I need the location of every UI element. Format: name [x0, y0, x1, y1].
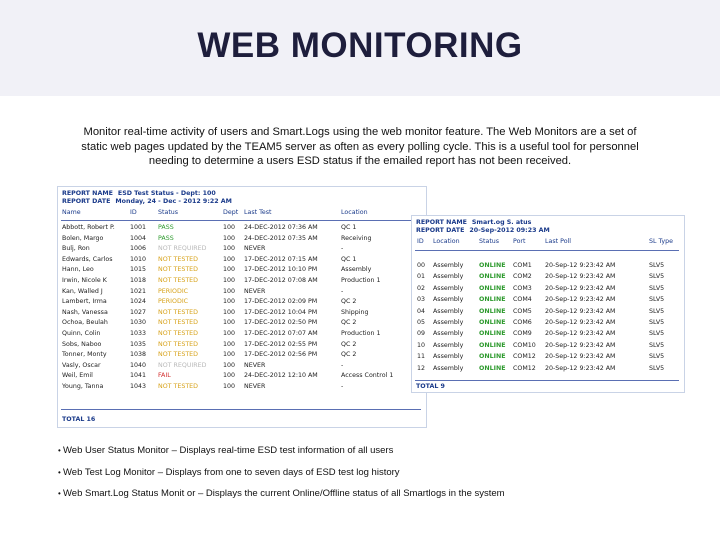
cell-status: PERIODIC: [158, 298, 189, 306]
cell-last-test: NEVER: [244, 245, 266, 253]
table-row: [58, 309, 426, 320]
cell-last-poll: 20-Sep-12 9:23:42 AM: [545, 319, 616, 326]
cell-status: ONLINE: [479, 364, 506, 372]
cell-id: 1024: [130, 298, 147, 306]
page-title: WEB MONITORING: [197, 26, 523, 65]
cell-dept: 100: [223, 245, 236, 253]
cell-location: Production 1: [341, 330, 381, 337]
report-date-value: 20-Sep-2012 09:23 AM: [469, 227, 550, 234]
cell-status: PASS: [158, 234, 174, 242]
bullet-item: [58, 488, 505, 499]
cell-location: Assembly: [433, 307, 464, 315]
table-row: [58, 266, 426, 277]
cell-location: Assembly: [433, 262, 464, 269]
cell-status: NOT TESTED: [158, 277, 199, 284]
cell-name: Hann, Leo: [62, 266, 94, 274]
report-name-label: REPORT NAME: [62, 190, 113, 197]
cell-location: Assembly: [433, 273, 464, 281]
cell-port: COM3: [513, 284, 532, 292]
cell-name: Abbott, Robert P.: [62, 224, 115, 231]
cell-last-poll: 20-Sep-12 9:23:42 AM: [545, 273, 616, 281]
cell-port: COM1: [513, 262, 532, 269]
report-name-value: Smart.og S. atus: [471, 219, 532, 226]
cell-location: -: [341, 383, 344, 390]
cell-status: NOT TESTED: [158, 308, 199, 316]
table-row: [58, 362, 426, 373]
cell-status: ONLINE: [479, 353, 506, 361]
cell-id: 1040: [130, 361, 147, 369]
cell-name: Bolen, Margo: [62, 234, 104, 242]
cell-status: NOT TESTED: [158, 255, 199, 263]
cell-last-poll: 20-Sep-12 9:23:42 AM: [545, 307, 616, 315]
cell-last-test: NEVER: [244, 361, 266, 369]
cell-dept: 100: [223, 277, 236, 284]
cell-status: NOT TESTED: [158, 383, 199, 390]
footer-rule: [415, 380, 679, 381]
cell-id: 02: [417, 284, 426, 292]
column-header: Port: [513, 238, 526, 245]
cell-sl-type: SLV5: [649, 319, 665, 326]
bullet-item: [58, 467, 400, 478]
cell-location: QC 1: [341, 224, 357, 231]
cell-id: 1010: [130, 255, 147, 263]
cell-status: NOT TESTED: [158, 266, 199, 274]
cell-status: NOT REQUIRED: [158, 361, 207, 369]
cell-name: Quinn, Colin: [62, 330, 101, 337]
cell-location: -: [341, 361, 344, 369]
table-row: [58, 383, 426, 394]
cell-dept: 100: [223, 308, 236, 316]
cell-id: 1004: [130, 234, 147, 242]
cell-last-test: 17-DEC-2012 10:04 PM: [244, 308, 318, 316]
cell-location: Assembly: [433, 353, 464, 361]
cell-status: ONLINE: [479, 296, 506, 304]
cell-dept: 100: [223, 255, 236, 263]
header-rule: [61, 220, 421, 221]
cell-location: QC 2: [341, 351, 357, 359]
table-row: [412, 353, 684, 364]
cell-last-test: 24-DEC-2012 12:10 AM: [244, 372, 318, 380]
cell-dept: 100: [223, 319, 236, 327]
cell-port: COM5: [513, 307, 532, 315]
cell-location: Assembly: [433, 341, 464, 349]
intro-paragraph: Monitor real-time activity of users and Smart.Logs using the web monitor feature. The Web Monitors are a set of static web pages updated by the TEAM5 server as often as every polling cycle. This is a useful tool for personnel needing to determine a users ESD status if the emailed report has not been received.: [81, 126, 639, 167]
report-name-value: ESD Test Status - Dept: 100: [117, 190, 216, 197]
cell-id: 03: [417, 296, 426, 304]
cell-last-test: 17-DEC-2012 07:08 AM: [244, 277, 318, 284]
column-header: Dept: [223, 209, 239, 216]
cell-id: 12: [417, 364, 426, 372]
table-row: [58, 277, 426, 288]
cell-name: Nash, Vanessa: [62, 308, 108, 316]
cell-id: 1043: [130, 383, 147, 390]
table-row: [58, 319, 426, 330]
cell-dept: 100: [223, 383, 236, 390]
cell-status: ONLINE: [479, 307, 506, 315]
cell-status: NOT TESTED: [158, 351, 199, 359]
cell-status: NOT TESTED: [158, 340, 199, 348]
cell-last-poll: 20-Sep-12 9:23:42 AM: [545, 330, 616, 338]
cell-name: Young, Tanna: [62, 383, 104, 390]
cell-name: Kan, Walled J: [62, 287, 103, 295]
cell-name: Lambert, Irma: [62, 298, 107, 306]
cell-id: 01: [417, 273, 426, 281]
report-name-row: [62, 190, 216, 197]
table-row: [412, 330, 684, 341]
cell-last-poll: 20-Sep-12 9:23:42 AM: [545, 353, 616, 361]
cell-port: COM12: [513, 353, 536, 361]
cell-id: 1041: [130, 372, 147, 380]
cell-status: FAIL: [158, 372, 171, 380]
table-row: [58, 245, 426, 256]
column-header: Name: [62, 209, 81, 216]
cell-id: 1015: [130, 266, 147, 274]
cell-id: 1018: [130, 277, 147, 284]
column-header: Status: [158, 209, 179, 216]
cell-id: 1035: [130, 340, 147, 348]
cell-location: -: [341, 287, 344, 295]
cell-id: 1030: [130, 319, 147, 327]
report-date-value: Monday, 24 - Dec - 2012 9:22 AM: [115, 198, 232, 205]
cell-last-poll: 20-Sep-12 9:23:42 AM: [545, 364, 616, 372]
cell-id: 04: [417, 307, 426, 315]
cell-sl-type: SLV5: [649, 273, 665, 281]
table-row: [412, 319, 684, 330]
cell-status: NOT TESTED: [158, 319, 199, 327]
cell-id: 05: [417, 319, 426, 326]
table-row: [58, 351, 426, 362]
table-row: [58, 330, 426, 341]
cell-last-test: NEVER: [244, 287, 266, 295]
cell-last-test: 17-DEC-2012 07:07 AM: [244, 330, 318, 337]
table-row: [58, 288, 426, 299]
cell-id: 1021: [130, 287, 147, 295]
table-row: [58, 224, 426, 235]
cell-dept: 100: [223, 224, 236, 231]
cell-name: Bulj, Ron: [62, 245, 90, 253]
report-date-row: [62, 198, 232, 205]
cell-status: PASS: [158, 224, 174, 231]
cell-sl-type: SLV5: [649, 341, 665, 349]
cell-name: Tonner, Monty: [62, 351, 107, 359]
report-name-label: REPORT NAME: [416, 219, 467, 226]
cell-sl-type: SLV5: [649, 353, 665, 361]
cell-location: Assembly: [433, 319, 464, 326]
cell-sl-type: SLV5: [649, 330, 665, 338]
cell-id: 1033: [130, 330, 147, 337]
table-row: [412, 285, 684, 296]
cell-location: Assembly: [433, 284, 464, 292]
cell-last-test: 17-DEC-2012 02:50 PM: [244, 319, 318, 327]
cell-port: COM9: [513, 330, 532, 338]
cell-last-test: NEVER: [244, 383, 266, 390]
cell-name: Edwards, Carlos: [62, 255, 113, 263]
cell-status: ONLINE: [479, 319, 506, 326]
cell-last-poll: 20-Sep-12 9:23:42 AM: [545, 296, 616, 304]
table-header: [58, 209, 426, 218]
column-header: Last Poll: [545, 238, 572, 245]
cell-id: 11: [417, 353, 426, 361]
user-status-report: [57, 186, 427, 428]
column-header: ID: [417, 238, 424, 245]
table-row: [412, 296, 684, 307]
cell-status: ONLINE: [479, 284, 506, 292]
column-header: SL Type: [649, 238, 673, 245]
report-date-row: [416, 227, 550, 234]
cell-status: ONLINE: [479, 341, 506, 349]
bullet-icon: •: [58, 489, 61, 498]
table-row: [58, 372, 426, 383]
cell-id: 09: [417, 330, 426, 338]
cell-location: Assembly: [433, 296, 464, 304]
cell-dept: 100: [223, 266, 236, 274]
cell-location: Assembly: [433, 364, 464, 372]
cell-dept: 100: [223, 361, 236, 369]
cell-port: COM6: [513, 319, 532, 326]
smartlog-status-report: [411, 215, 685, 393]
cell-location: -: [341, 245, 344, 253]
cell-last-poll: 20-Sep-12 9:23:42 AM: [545, 341, 616, 349]
table-row: [412, 273, 684, 284]
cell-dept: 100: [223, 287, 236, 295]
column-header: Location: [433, 238, 460, 245]
column-header: ID: [130, 209, 137, 216]
cell-last-test: 24-DEC-2012 07:36 AM: [244, 224, 318, 231]
cell-status: ONLINE: [479, 273, 506, 281]
cell-last-test: 17-DEC-2012 07:15 AM: [244, 255, 318, 263]
table-header: [412, 238, 684, 247]
cell-name: Vasly, Oscar: [62, 361, 101, 369]
bullet-icon: •: [58, 467, 61, 477]
cell-last-poll: 20-Sep-12 9:23:42 AM: [545, 262, 616, 269]
cell-last-test: 17-DEC-2012 02:55 PM: [244, 340, 318, 348]
header-rule: [415, 250, 679, 251]
cell-dept: 100: [223, 330, 236, 337]
cell-location: Production 1: [341, 277, 381, 284]
cell-location: Shipping: [341, 308, 369, 316]
cell-status: ONLINE: [479, 330, 506, 338]
report-total: TOTAL 16: [62, 416, 96, 423]
cell-location: QC 2: [341, 319, 357, 327]
cell-status: ONLINE: [479, 262, 506, 269]
cell-id: 10: [417, 341, 426, 349]
report-date-label: REPORT DATE: [416, 227, 465, 234]
cell-id: 1006: [130, 245, 147, 253]
cell-port: COM4: [513, 296, 532, 304]
bullet-text: Web Test Log Monitor – Displays from one to seven days of ESD test log history: [63, 466, 400, 478]
cell-dept: 100: [223, 234, 236, 242]
cell-sl-type: SLV5: [649, 296, 665, 304]
cell-location: Receiving: [341, 234, 372, 242]
cell-location: Assembly: [341, 266, 372, 274]
column-header: Last Test: [244, 209, 272, 216]
cell-id: 00: [417, 262, 426, 269]
cell-location: Assembly: [433, 330, 464, 338]
table-row: [412, 262, 684, 273]
cell-sl-type: SLV5: [649, 262, 665, 269]
cell-sl-type: SLV5: [649, 307, 665, 315]
column-header: Location: [341, 209, 368, 216]
bullet-text: Web User Status Monitor – Displays real-time ESD test information of all users: [63, 445, 394, 456]
table-row: [58, 341, 426, 352]
cell-dept: 100: [223, 372, 236, 380]
report-date-label: REPORT DATE: [62, 198, 111, 205]
table-row: [412, 365, 684, 376]
cell-sl-type: SLV5: [649, 364, 665, 372]
cell-location: QC 2: [341, 298, 357, 306]
cell-id: 1001: [130, 224, 147, 231]
cell-dept: 100: [223, 340, 236, 348]
cell-name: Sobs, Naboo: [62, 340, 102, 348]
cell-port: COM12: [513, 364, 536, 372]
cell-last-test: 17-DEC-2012 02:09 PM: [244, 298, 318, 306]
table-row: [58, 256, 426, 267]
report-name-row: [416, 219, 531, 226]
cell-status: PERIODIC: [158, 287, 189, 295]
cell-location: Access Control 1: [341, 372, 394, 380]
cell-dept: 100: [223, 298, 236, 306]
report-total: TOTAL 9: [416, 383, 445, 390]
cell-name: Irwin, Nicole K: [62, 277, 107, 284]
cell-name: Weil, Emil: [62, 372, 93, 380]
cell-last-test: 17-DEC-2012 02:56 PM: [244, 351, 318, 359]
cell-port: COM2: [513, 273, 532, 281]
bullet-item: [58, 445, 393, 456]
column-header: Status: [479, 238, 500, 245]
cell-location: QC 2: [341, 340, 357, 348]
cell-status: NOT TESTED: [158, 330, 199, 337]
cell-last-poll: 20-Sep-12 9:23:42 AM: [545, 284, 616, 292]
bullet-text: Web Smart.Log Status Monit or – Displays the current Online/Offline status of all Smartlogs in the system: [63, 488, 505, 499]
cell-status: NOT REQUIRED: [158, 245, 207, 253]
cell-location: QC 1: [341, 255, 357, 263]
cell-id: 1027: [130, 308, 147, 316]
cell-port: COM10: [513, 341, 536, 349]
cell-name: Ochoa, Beulah: [62, 319, 108, 327]
footer-rule: [61, 409, 421, 410]
table-row: [412, 308, 684, 319]
table-row: [58, 298, 426, 309]
cell-sl-type: SLV5: [649, 284, 665, 292]
cell-last-test: 24-DEC-2012 07:35 AM: [244, 234, 318, 242]
bullet-icon: •: [58, 446, 61, 455]
cell-dept: 100: [223, 351, 236, 359]
cell-last-test: 17-DEC-2012 10:10 PM: [244, 266, 318, 274]
table-row: [58, 235, 426, 246]
cell-id: 1038: [130, 351, 147, 359]
table-row: [412, 342, 684, 353]
